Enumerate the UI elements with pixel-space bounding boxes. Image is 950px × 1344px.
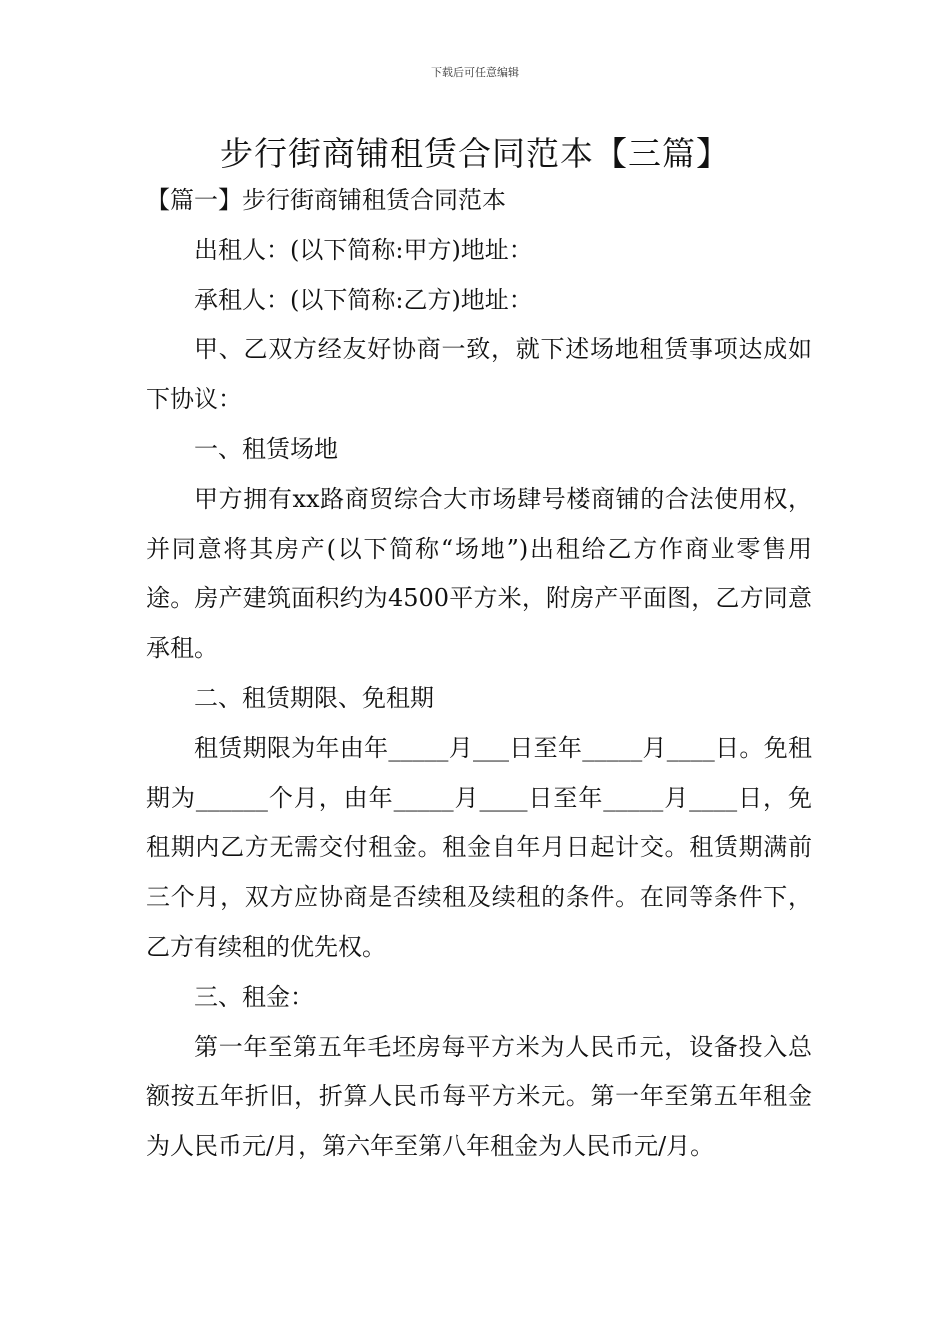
clause-heading-2: 二、租赁期限、免租期	[194, 683, 434, 712]
lessee-line: 承租人：(以下简称:乙方)地址：	[194, 285, 533, 314]
clause-body-2: 租赁期限为年由年_____月___日至年_____月____日。免租期为______个月，由年_____月____日至年_____月____日，免租期内乙方无需交付租金。租金自年月日起计交。租赁期满前三个月，双方应协商是否续租及续租的条件。在同等条件下，乙方有续租的优先权。	[146, 733, 812, 961]
clause-body-1: 甲方拥有xx路商贸综合大市场肆号楼商铺的合法使用权，并同意将其房产(以下简称“场地”)出租给乙方作商业零售用途。房产建筑面积约为4500平方米，附房产平面图，乙方同意承租。	[146, 484, 812, 663]
section-heading: 【篇一】步行街商铺租赁合同范本	[146, 186, 506, 214]
document-title: 步行街商铺租赁合同范本【三篇】	[220, 134, 730, 173]
clause-heading-3: 三、租金：	[194, 982, 314, 1011]
clause-body-3: 第一年至第五年毛坯房每平方米为人民币元，设备投入总额按五年折旧，折算人民币每平方米元。第一年至第五年租金为人民币元/月，第六年至第八年租金为人民币元/月。	[146, 1032, 812, 1161]
agreement-intro: 甲、乙双方经友好协商一致，就下述场地租赁事项达成如下协议：	[146, 335, 812, 414]
document-body	[146, 176, 812, 1172]
clause-heading-1: 一、租赁场地	[194, 434, 338, 463]
lessor-line: 出租人：(以下简称:甲方)地址：	[194, 235, 533, 264]
header-note: 下载后可任意编辑	[431, 66, 519, 79]
